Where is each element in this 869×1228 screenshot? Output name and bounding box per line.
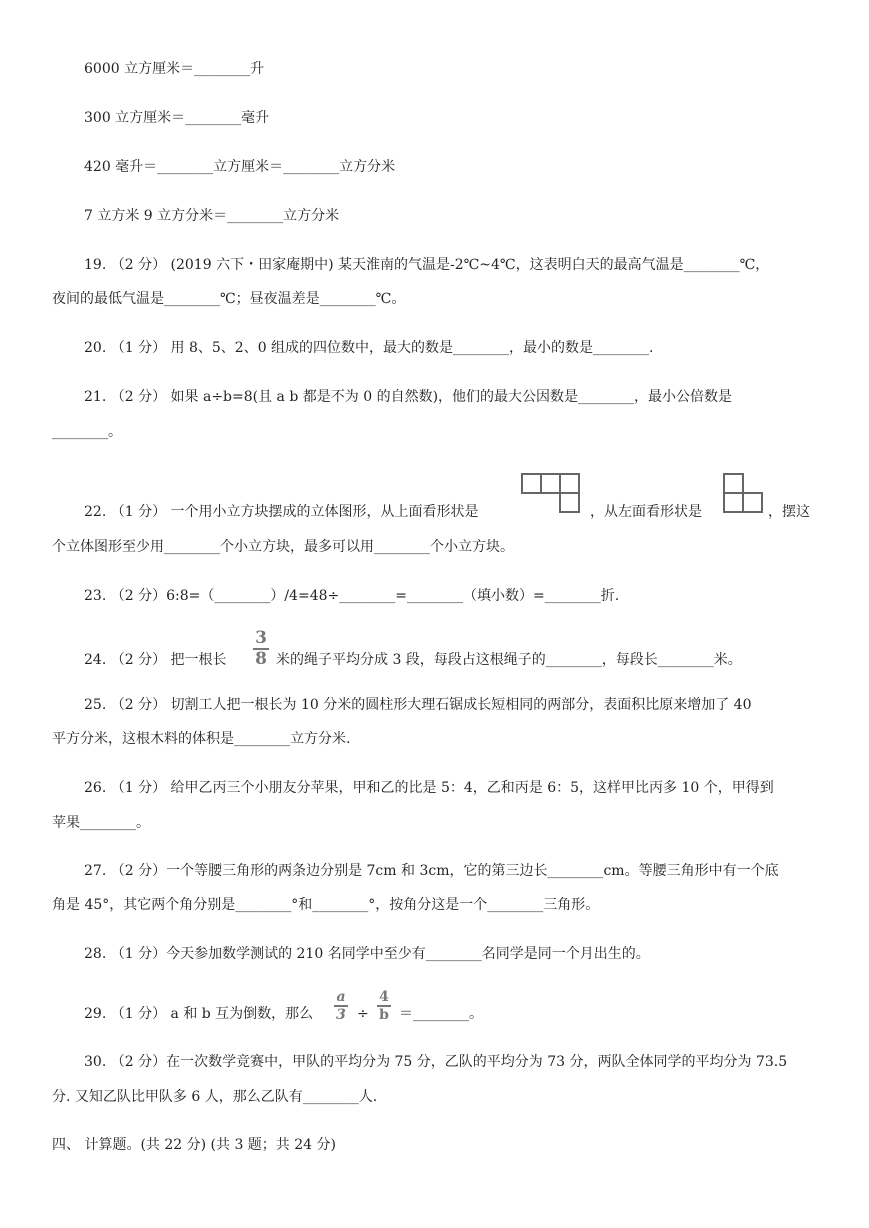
question-26-line2: 苹果________。 <box>52 815 150 831</box>
question-24-text: 24. （2 分） 把一根长 <box>84 652 227 668</box>
top-view-figure <box>521 473 581 515</box>
question-26-line1: 26. （1 分） 给甲乙丙三个小朋友分苹果，甲和乙的比是 5：4，乙和丙是 6：5，这样甲比丙多 10 个，甲得到 <box>84 780 774 796</box>
question-24-text: 米的绳子平均分成 3 段，每段占这根绳子的________，每段长________米。 <box>276 652 742 668</box>
question-28: 28. （1 分）今天参加数学测试的 210 名同学中至少有________名同学是同一个月出生的。 <box>84 946 650 962</box>
question-line: 300 立方厘米＝________毫升 <box>84 110 270 126</box>
question-25-line1: 25. （2 分） 切割工人把一根长为 10 分米的圆柱形大理石锯成长短相同的两部分，表面积比原来增加了 40 <box>84 697 752 713</box>
fraction-a-3: a 3 <box>334 990 348 1022</box>
question-29-text: 29. （1 分） a 和 b 互为倒数，那么 <box>84 1006 314 1022</box>
fraction-3-8: 3 8 <box>253 630 269 668</box>
question-25-line2: 平方分米，这根木料的体积是________立方分米. <box>52 731 351 747</box>
section-heading: 四、 计算题。(共 22 分) (共 3 题；共 24 分) <box>52 1137 336 1153</box>
question-22-line2: 个立体图形至少用________个小立方块，最多可以用________个小立方块。 <box>52 539 514 555</box>
question-29-text: ＝________。 <box>399 1006 483 1022</box>
fraction-4-b: 4 b <box>377 990 391 1022</box>
question-19-line1: 19. （2 分） (2019 六下・田家庵期中) 某天淮南的气温是-2℃~4℃，这表明白天的最高气温是________℃， <box>84 257 770 273</box>
question-23: 23. （2 分）6:8=（________）/4=48÷________=________（填小数）=________折. <box>84 588 620 604</box>
question-19-line2: 夜间的最低气温是________℃；昼夜温差是________℃。 <box>52 291 406 307</box>
question-line: 6000 立方厘米＝________升 <box>84 61 265 77</box>
question-27-line1: 27. （2 分）一个等腰三角形的两条边分别是 7cm 和 3cm，它的第三边长________cm。等腰三角形中有一个底 <box>84 863 779 879</box>
question-22-text: ，从左面看形状是 <box>590 504 702 520</box>
question-20: 20. （1 分） 用 8、5、2、0 组成的四位数中，最大的数是________，最小的数是________. <box>84 340 654 356</box>
question-30-line2: 分. 又知乙队比甲队多 6 人，那么乙队有________人. <box>52 1089 378 1105</box>
question-22-text: ，摆这 <box>768 504 810 520</box>
question-22-text: 22. （1 分） 一个用小立方块摆成的立体图形，从上面看形状是 <box>84 504 479 520</box>
question-21-line1: 21. （2 分） 如果 a÷b=8(且 a b 都是不为 0 的自然数)，他们的最大公因数是________，最小公倍数是 <box>84 389 733 405</box>
question-30-line1: 30. （2 分）在一次数学竞赛中，甲队的平均分为 75 分，乙队的平均分为 73 分，两队全体同学的平均分为 73.5 <box>84 1054 788 1070</box>
question-line: 7 立方米 9 立方分米＝________立方分米 <box>84 208 340 224</box>
division-sign: ÷ <box>357 1006 369 1022</box>
left-view-figure <box>721 473 765 515</box>
question-27-line2: 角是 45°，其它两个角分别是________°和________°，按角分这是一个________三角形。 <box>52 897 600 913</box>
question-21-line2: ________。 <box>52 424 122 440</box>
question-line: 420 毫升＝________立方厘米＝________立方分米 <box>84 159 396 175</box>
